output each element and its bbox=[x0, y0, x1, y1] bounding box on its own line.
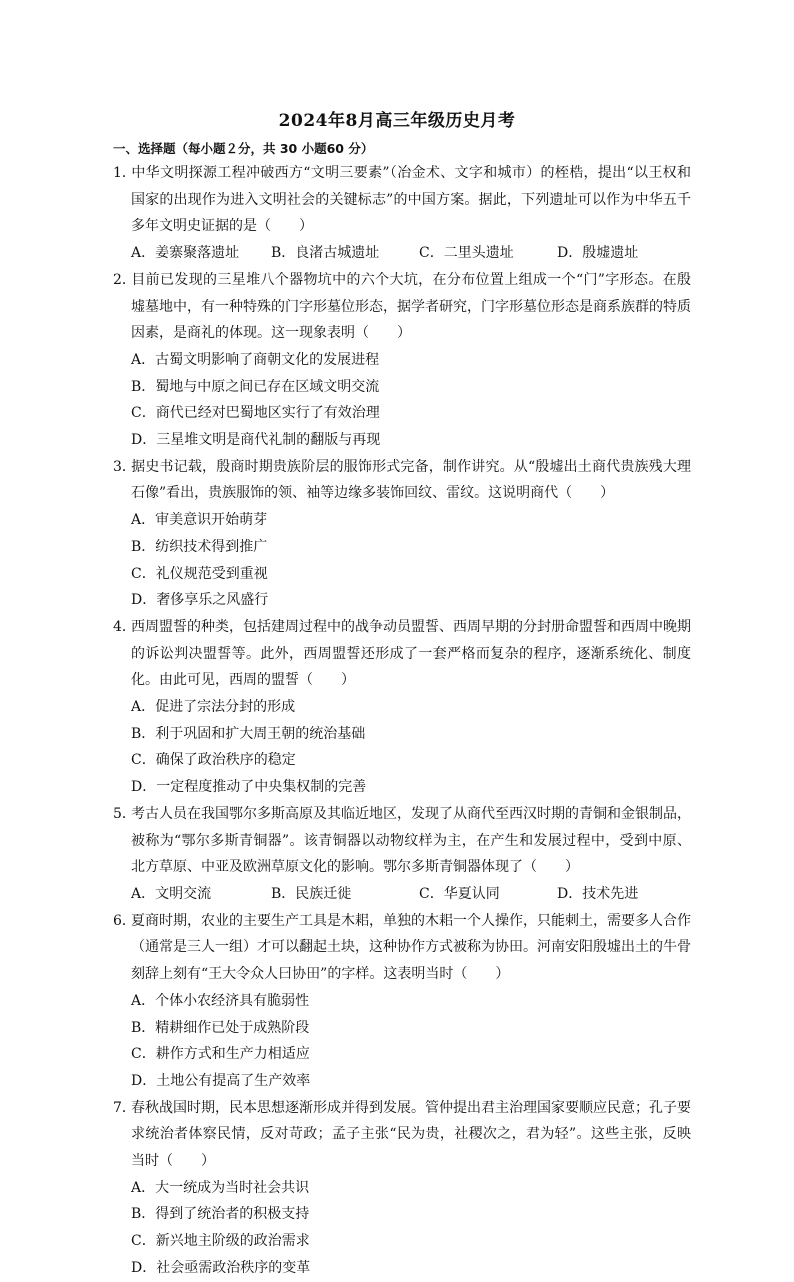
question-2 bbox=[0, 267, 794, 454]
option-letter: B． bbox=[131, 378, 156, 395]
option-text: 耕作方式和生产力相适应 bbox=[155, 1046, 310, 1063]
option-letter: B． bbox=[131, 725, 156, 742]
question-number: 1． bbox=[113, 165, 136, 181]
option-letter: C． bbox=[131, 752, 156, 769]
option-letter: D． bbox=[557, 885, 583, 902]
option-c[interactable] bbox=[131, 561, 418, 588]
option-text: 社会亟需政治秩序的变革 bbox=[156, 1259, 311, 1276]
question-6 bbox=[0, 908, 794, 1095]
option-d[interactable] bbox=[557, 240, 691, 267]
option-text: 殷墟遗址 bbox=[582, 245, 639, 262]
option-text: 纺织技术得到推广 bbox=[155, 538, 268, 555]
option-b[interactable] bbox=[131, 1201, 418, 1228]
question-text: 考古人员在我国鄂尔多斯高原及其临近地区，发现了从商代至西汉时期的青铜和金银制品，被称为“鄂尔多斯青铜器”。该青铜器以动物纹样为主，在产生和发展过程中，受到中原、北方草原、中亚及欧洲草原文化的影响。鄂尔多斯青铜器体现了（ ） bbox=[131, 805, 691, 876]
option-letter: A． bbox=[131, 992, 156, 1009]
option-letter: C． bbox=[131, 565, 156, 582]
option-letter: A． bbox=[131, 699, 156, 716]
option-text: 技术先进 bbox=[582, 885, 639, 902]
question-stem bbox=[113, 160, 691, 240]
option-letter: B． bbox=[131, 538, 156, 555]
option-text: 蜀地与中原之间已存在区域文明交流 bbox=[155, 378, 380, 395]
option-letter: C． bbox=[131, 1046, 156, 1063]
option-text: 二里头遗址 bbox=[443, 245, 514, 262]
option-letter: D． bbox=[131, 1072, 157, 1089]
option-text: 得到了统治者的积极支持 bbox=[155, 1206, 310, 1223]
option-b[interactable] bbox=[131, 374, 418, 401]
option-text: 个体小农经济具有脆弱性 bbox=[155, 992, 310, 1009]
option-letter: C． bbox=[131, 1233, 156, 1250]
question-text: 中华文明探源工程冲破西方“文明三要素”（冶金术、文字和城市）的桎梏，提出“以王权和国家的出现作为进入文明社会的关键标志”的中国方案。据此，下列遗址可以作为中华五千多年文明史证据的是（ ） bbox=[131, 165, 691, 235]
option-letter: C． bbox=[131, 405, 156, 422]
question-text: 春秋战国时期，民本思想逐渐形成并得到发展。管仲提出君主治理国家要顺应民意；孔子要求统治者体察民情，反对苛政；孟子主张“民为贵，社稷次之，君为轻”。这些主张，反映当时（ ） bbox=[131, 1099, 691, 1170]
option-a[interactable] bbox=[131, 1175, 418, 1202]
option-letter: A． bbox=[131, 245, 156, 262]
question-stem bbox=[113, 1095, 691, 1175]
option-letter: B． bbox=[131, 1019, 156, 1036]
option-b[interactable] bbox=[131, 534, 418, 561]
option-text: 精耕细作已处于成熟阶段 bbox=[155, 1019, 310, 1036]
option-text: 良渚古城遗址 bbox=[295, 245, 380, 262]
options bbox=[131, 988, 691, 1095]
option-b[interactable] bbox=[271, 240, 419, 267]
option-letter: A． bbox=[131, 885, 156, 902]
question-4 bbox=[0, 614, 794, 801]
option-text: 促进了宗法分封的形成 bbox=[155, 699, 296, 716]
option-a[interactable] bbox=[131, 507, 418, 534]
option-text: 华夏认同 bbox=[443, 885, 500, 902]
option-text: 审美意识开始萌芽 bbox=[155, 512, 268, 529]
options bbox=[131, 1175, 691, 1282]
question-number: 4． bbox=[113, 618, 136, 635]
option-c[interactable] bbox=[131, 1228, 418, 1255]
option-letter: D． bbox=[131, 432, 157, 449]
option-text: 商代已经对巴蜀地区实行了有效治理 bbox=[155, 405, 380, 422]
question-text: 目前已发现的三星堆八个器物坑中的六个大坑，在分布位置上组成一个“门”字形态。在殷墟墓地中，有一种特殊的门字形墓位形态，据学者研究，门字形墓位形态是商系族群的特质因素，是商礼的体现。这一现象表明（ ） bbox=[131, 271, 691, 342]
option-d[interactable] bbox=[131, 427, 418, 454]
option-c[interactable] bbox=[131, 747, 418, 774]
question-3 bbox=[0, 454, 794, 614]
option-c[interactable] bbox=[419, 240, 557, 267]
option-letter: D． bbox=[131, 592, 157, 609]
option-d[interactable] bbox=[131, 587, 418, 614]
option-a[interactable] bbox=[131, 694, 418, 721]
option-text: 新兴地主阶级的政治需求 bbox=[155, 1233, 310, 1250]
option-d[interactable] bbox=[131, 1068, 418, 1095]
option-text: 确保了政治秩序的稳定 bbox=[155, 752, 296, 769]
page-title: 2024年8月高三年级历史月考 bbox=[278, 111, 516, 131]
option-a[interactable] bbox=[131, 240, 271, 267]
question-number: 3． bbox=[113, 458, 136, 475]
question-stem bbox=[113, 454, 691, 507]
options bbox=[131, 240, 691, 267]
options bbox=[131, 507, 691, 614]
question-5 bbox=[0, 801, 794, 908]
option-c[interactable] bbox=[419, 881, 557, 908]
question-number: 5． bbox=[113, 805, 136, 822]
option-text: 礼仪规范受到重视 bbox=[155, 565, 268, 582]
option-letter: A． bbox=[131, 512, 156, 529]
options bbox=[131, 347, 691, 454]
option-c[interactable] bbox=[131, 1041, 418, 1068]
question-stem bbox=[113, 801, 691, 881]
option-a[interactable] bbox=[131, 347, 418, 374]
option-text: 奢侈享乐之风盛行 bbox=[156, 592, 269, 609]
question-number: 2． bbox=[113, 271, 136, 288]
option-text: 文明交流 bbox=[155, 885, 212, 902]
option-d[interactable] bbox=[131, 1255, 418, 1282]
question-list bbox=[0, 160, 794, 1282]
option-text: 姜寨聚落遗址 bbox=[155, 245, 240, 262]
option-d[interactable] bbox=[557, 881, 691, 908]
question-text: 据史书记载，殷商时期贵族阶层的服饰形式完备，制作讲究。从“殷墟出土商代贵族残大理石像”看出，贵族服饰的领、袖等边缘多装饰回纹、雷纹。这说明商代（ ） bbox=[131, 458, 691, 502]
question-1 bbox=[0, 160, 794, 267]
option-text: 大一统成为当时社会共识 bbox=[155, 1179, 310, 1196]
option-letter: A． bbox=[131, 351, 156, 368]
options bbox=[131, 694, 691, 801]
option-letter: D． bbox=[131, 1259, 157, 1276]
option-letter: A． bbox=[131, 1179, 156, 1196]
option-a[interactable] bbox=[131, 881, 271, 908]
option-text: 民族迁徙 bbox=[295, 885, 352, 902]
option-letter: C． bbox=[419, 885, 444, 902]
option-letter: B． bbox=[131, 1206, 156, 1223]
question-number: 6． bbox=[113, 912, 136, 929]
option-letter: D． bbox=[557, 245, 583, 262]
option-b[interactable] bbox=[131, 1015, 418, 1042]
section-heading: 一、选择题（每小题２分，共 30 小题60 分） bbox=[113, 141, 374, 156]
question-text: 夏商时期，农业的主要生产工具是木耜，单独的木耜一个人操作，只能刺土，需要多人合作（通常是三人一组）才可以翻起土块，这种协作方式被称为协田。河南安阳殷墟出土的牛骨刻辞上刻有“王大令众人曰协田”的字样。这表明当时（ ） bbox=[131, 912, 691, 983]
option-c[interactable] bbox=[131, 400, 418, 427]
option-letter: B． bbox=[271, 245, 296, 262]
option-letter: B． bbox=[271, 885, 296, 902]
option-text: 古蜀文明影响了商朝文化的发展进程 bbox=[155, 351, 380, 368]
option-letter: D． bbox=[131, 779, 157, 796]
question-stem bbox=[113, 614, 691, 694]
option-a[interactable] bbox=[131, 988, 418, 1015]
option-b[interactable] bbox=[271, 881, 419, 908]
option-text: 一定程度推动了中央集权制的完善 bbox=[156, 779, 367, 796]
option-text: 利于巩固和扩大周王朝的统治基础 bbox=[155, 725, 366, 742]
options bbox=[131, 881, 691, 908]
question-stem bbox=[113, 908, 691, 988]
option-letter: C． bbox=[419, 245, 444, 262]
question-text: 西周盟誓的种类，包括建周过程中的战争动员盟誓、西周早期的分封册命盟誓和西周中晚期的诉讼判决盟誓等。此外，西周盟誓还形成了一套严格而复杂的程序，逐渐系统化、制度化。由此可见，西周的盟誓（ ） bbox=[131, 618, 691, 689]
question-stem bbox=[113, 267, 691, 347]
question-number: 7． bbox=[113, 1099, 136, 1116]
option-text: 土地公有提高了生产效率 bbox=[156, 1072, 311, 1089]
option-text: 三星堆文明是商代礼制的翻版与再现 bbox=[156, 432, 381, 449]
option-d[interactable] bbox=[131, 774, 418, 801]
option-b[interactable] bbox=[131, 721, 418, 748]
